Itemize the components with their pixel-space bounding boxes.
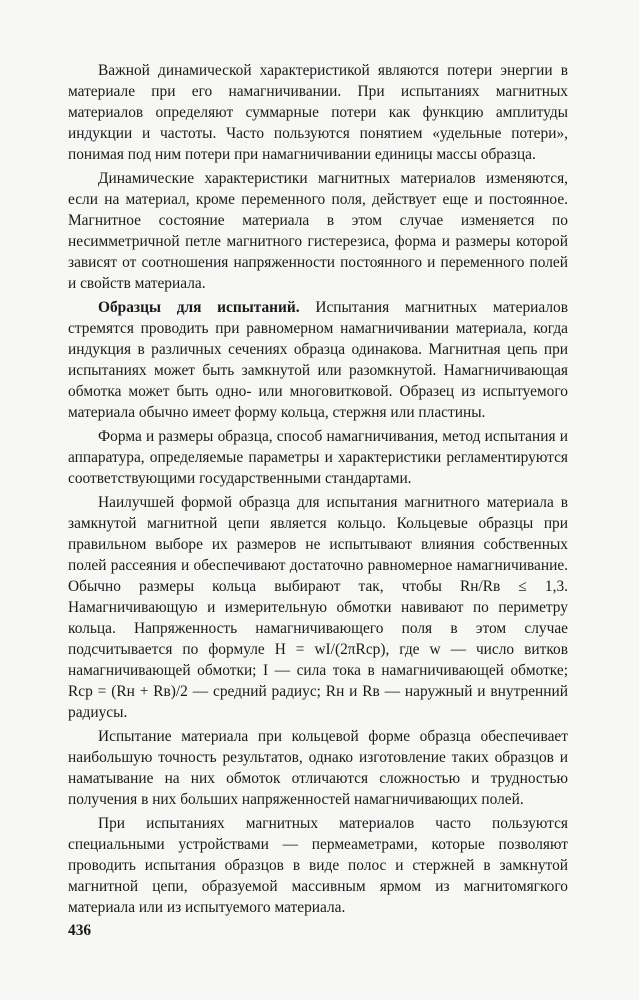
paragraph-permeameters: При испытаниях магнитных материалов часто пользуются специальными устройствами — пермеаметрами, которые позволяют проводить испытания образцов в виде полос и стержней в замкнутой магнитной цепи, образуемой массивным ярмом из магнитомягкого материала или из испытуемого материала. [68, 815, 568, 916]
paragraph-test-samples: Образцы для испытаний. Испытания магнитных материалов стремятся проводить при равномерном намагничивании материала, когда индукция в различных сечениях образца одинакова. Магнитная цепь при испытаниях может быть замкнутой или разомкнутой. Намагничивающая обмотка может быть одно- или многовитковой. Образец из испытуемого материала обычно имеет форму кольца, стержня или пластины. [68, 299, 568, 421]
body-text [68, 60, 568, 921]
section-lead-heading: Образцы для испытаний. [98, 299, 300, 316]
paragraph-dynamic-losses: Важной динамической характеристикой являются потери энергии в материале при его намагничивании. При испытаниях магнитных материалов определяют суммарные потери как функцию амплитуды индукции и частоты. Часто пользуются понятием «удельные потери», понимая под ним потери при намагничивании единицы массы образца. [68, 62, 568, 163]
paragraph-dynamic-characteristics: Динамические характеристики магнитных материалов изменяются, если на материал, кроме переменного поля, действует еще и постоянное. Магнитное состояние материала в этом случае изменяется по несимметричной петле магнитного гистерезиса, форма и размеры которой зависят от соотношения напряженности постоянного и переменного полей и свойств материала. [68, 170, 568, 292]
page-number: 436 [68, 922, 92, 939]
paragraph-standards: Форма и размеры образца, способ намагничивания, метод испытания и аппаратура, определяемые параметры и характеристики регламентируются соответствующими государственными стандартами. [68, 428, 568, 487]
paragraph-ring-sample: Наилучшей формой образца для испытания магнитного материала в замкнутой магнитной цепи является кольцо. Кольцевые образцы при правильном выборе их размеров не испытывают влияния собственных полей рассеяния и обеспечивают достаточно равномерное намагничивание. Обычно размеры кольца выбирают так, чтобы Rн/Rв ≤ 1,3. Намагничивающую и измерительную обмотки навивают по периметру кольца. Напряженность намагничивающего поля в этом случае подсчитывается по формуле H = wI/(2πRср), где w — число витков намагничивающей обмотки; I — сила тока в намагничивающей обмотке; Rср = (Rн + Rв)/2 — средний радиус; Rн и Rв — наружный и внутренний радиусы. [68, 494, 568, 721]
paragraph-ring-accuracy: Испытание материала при кольцевой форме образца обеспечивает наибольшую точность результатов, однако изготовление таких образцов и наматывание на них обмоток отличаются сложностью и трудностью получения в них больших напряженностей намагничивающих полей. [68, 728, 568, 808]
